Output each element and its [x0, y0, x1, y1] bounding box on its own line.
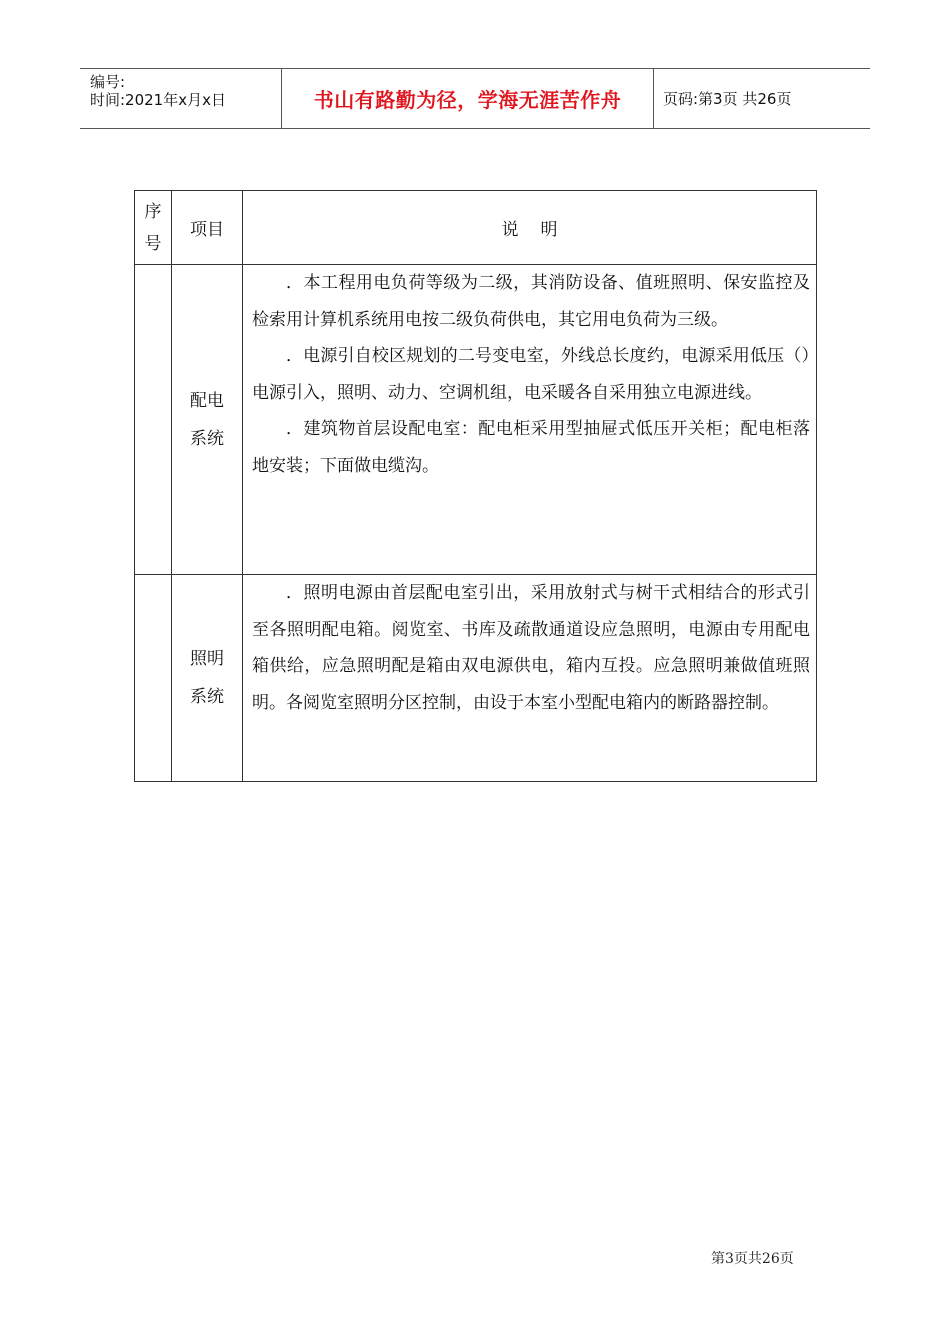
- header-seq-line2: 号: [144, 233, 162, 254]
- header-item: 项目: [172, 191, 243, 265]
- header-number-label: 编号:: [90, 73, 126, 91]
- header-meta: [80, 69, 282, 128]
- row-seq: [135, 265, 172, 575]
- header-page-code: 页码:第3页 共26页: [663, 90, 792, 108]
- row-item-line2: 系统: [190, 687, 224, 707]
- row-item-line1: 照明: [190, 649, 224, 669]
- header-time-label: 时间:2021年x月x日: [90, 91, 226, 109]
- page-footer: 第3页共26页: [711, 1251, 794, 1267]
- table-row-lighting-system: [135, 575, 817, 782]
- row-item-line1: 配电: [190, 390, 224, 411]
- row-description: [243, 575, 817, 782]
- row-item: [172, 575, 243, 782]
- description-paragraph: ．电源引自校区规划的二号变电室，外线总长度约，电源采用低压（）电源引入，照明、动力、空调机组，电采暖各自采用独立电源进线。: [252, 346, 810, 403]
- specification-table: [134, 190, 817, 782]
- row-item: [172, 265, 243, 575]
- description-paragraph: ．本工程用电负荷等级为二级，其消防设备、值班照明、保安监控及检索用计算机系统用电按二级负荷供电，其它用电负荷为三级。: [252, 273, 810, 330]
- header-seq: [135, 191, 172, 265]
- description-paragraph: ．照明电源由首层配电室引出，采用放射式与树干式相结合的形式引至各照明配电箱。阅览室、书库及疏散通道设应急照明，电源由专用配电箱供给，应急照明配是箱由双电源供电，箱内互投。应急照明兼做值班照明。各阅览室照明分区控制，由设于本室小型配电箱内的断路器控制。: [252, 583, 810, 713]
- document-header: [80, 68, 870, 129]
- description-paragraph: ．建筑物首层设配电室：配电柜采用型抽屉式低压开关柜；配电柜落地安装；下面做电缆沟。: [252, 419, 810, 476]
- row-item-line2: 系统: [190, 428, 224, 449]
- table-header-row: [135, 191, 817, 265]
- header-desc: 说明: [243, 191, 817, 265]
- header-seq-line1: 序: [144, 201, 162, 222]
- header-motto: 书山有路勤为径，学海无涯苦作舟: [282, 69, 654, 128]
- table-row-power-system: [135, 265, 817, 575]
- row-description: [243, 265, 817, 575]
- row-seq: [135, 575, 172, 782]
